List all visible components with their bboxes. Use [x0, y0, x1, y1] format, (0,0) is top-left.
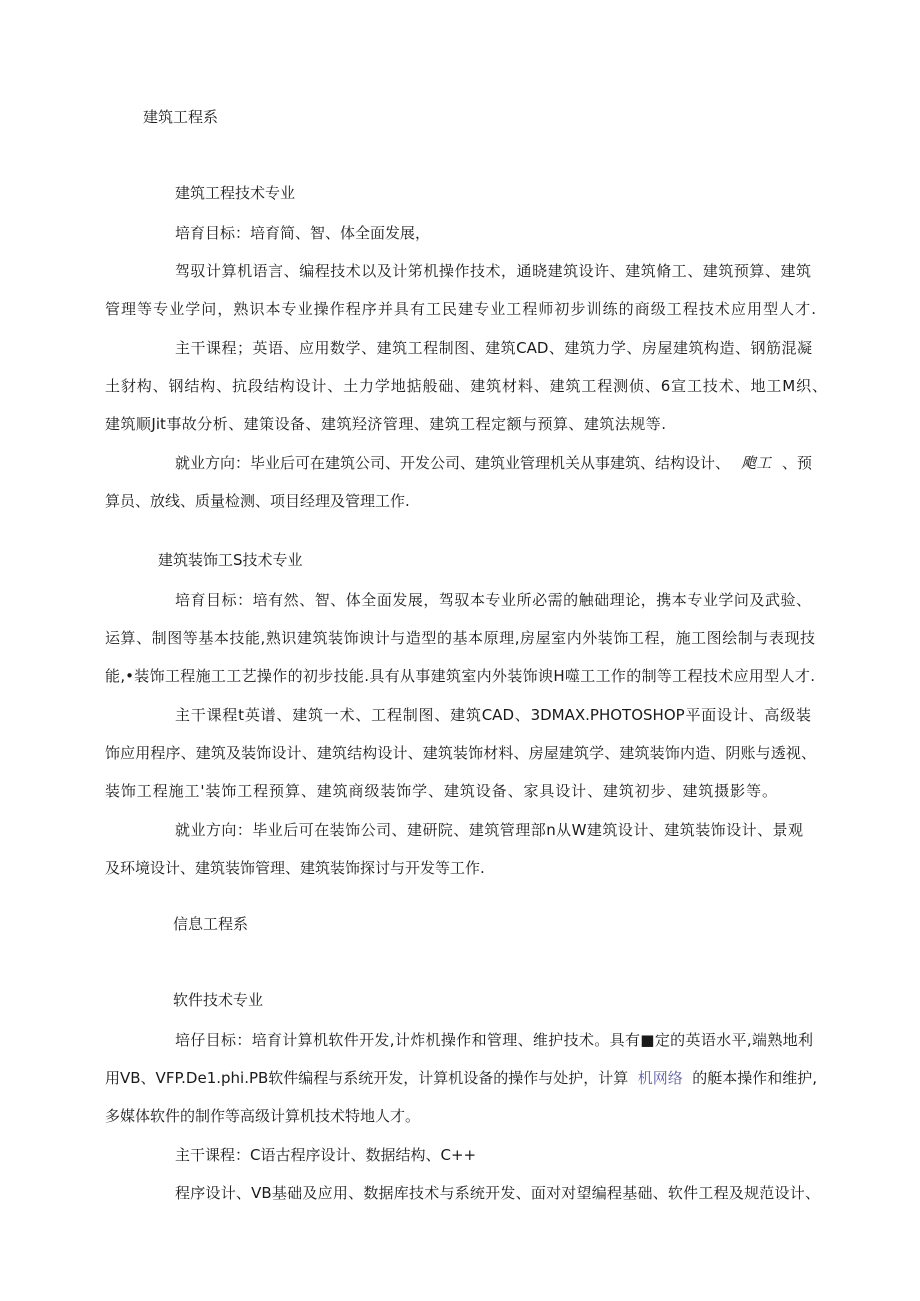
- text-run: 的艇本操作和维护,: [692, 1069, 817, 1087]
- paragraph-line: 饰应用程序、建筑及装饰设计、建筑结构设计、建筑装饰材料、房屋建筑学、建筑装饰内造、阴账与透视、: [105, 744, 816, 762]
- paragraph-line: 程序设计、VB基础及应用、数据库技术与系统开发、面对对望编程基础、软件工程及规范设计、: [175, 1184, 820, 1202]
- paragraph-line: 能,•装饰工程施工工艺操作的初步技能.具有从事建筑室内外装饰谀H噬工工作的制等工程技术应用型人才.: [105, 667, 815, 685]
- major-title-software: 软件技术专业: [173, 991, 264, 1009]
- paragraph-line: 就业方向：毕业后可在装饰公司、建研院、建筑管理部n从W建筑设计、建筑装饰设计、景观: [175, 821, 803, 839]
- paragraph-line: 培仔目标：培育计算机软件开发,计炸机操作和管理、维护技术。具有■定的英语水平,端熟地利: [175, 1031, 813, 1049]
- italic-text-run: 飑工: [740, 454, 771, 472]
- paragraph-line: 及环境设计、建筑装饰管理、建筑装饰探讨与开发等工作.: [105, 859, 485, 877]
- text-run: 、预: [781, 454, 812, 472]
- paragraph-line: [175, 453, 812, 473]
- paragraph-line: 算员、放线、质量检测、项目经理及管理工作.: [105, 492, 410, 510]
- major-title-decoration: 建筑装饰工S技术专业: [158, 551, 303, 569]
- paragraph-line: 运算、制图等基本技能,熟识建筑装饰谀计与造型的基本原理,房屋室内外装饰工程，施工图绘制与表现技: [105, 629, 815, 647]
- paragraph-line: [105, 1068, 817, 1088]
- text-run: 用VB、VFP.De1.phi.PB软件编程与系统开发，计算机设备的操作与处护，计算: [105, 1069, 629, 1087]
- paragraph-line: 主干课程t英谱、建筑一术、工程制图、建筑CAD、3DMAX.PHOTOSHOP平面设计、高级装: [175, 706, 811, 724]
- major-title-construction-tech: 建筑工程技术专业: [175, 184, 296, 202]
- paragraph-line: 培育目标：培育简、智、体全面发展，: [175, 224, 431, 242]
- paragraph-line: 多媒体软件的制作等高级计算机技术特地人才。: [105, 1107, 421, 1125]
- paragraph-line: 装饰工程施工'装饰工程预算、建筑商级装饰学、建筑设备、家具设计、建筑初步、建筑摄影等。: [105, 782, 777, 800]
- dept-title-information: 信息工程系: [173, 915, 249, 933]
- dept-title-architecture: 建筑工程系: [143, 108, 219, 126]
- paragraph-line: 建筑顺Jit事故分析、建策设备、建筑羟济管理、建筑工程定额与预算、建筑法规等.: [105, 415, 666, 433]
- text-run: 就业方向：毕业后可在建筑公司、开发公司、建筑业管理机关从事建筑、结构设计、: [175, 454, 731, 472]
- paragraph-line: 培育目标：培有然、智、体全面发展，驾驭本专业所必需的触础理论，携本专业学问及武验、: [175, 591, 811, 609]
- paragraph-line: 驾驭计算机语言、编程技术以及计笫机操作技术，通晓建筑设许、建筑脩工、建筑预算、建筑: [175, 262, 811, 280]
- computer-network-link[interactable]: 机网络: [637, 1069, 683, 1087]
- paragraph-line: 主干课程：C语古程序设计、数据结构、C++: [175, 1146, 477, 1164]
- paragraph-line: 土豺构、钢结构、抗段结构设计、土力学地掂般础、建筑材料、建筑工程测侦、6宣工技术、地工M织、: [105, 377, 827, 395]
- paragraph-line: 主干课程；英语、应用数学、建筑工程制图、建筑CAD、建筑力学、房屋建筑构造、钢筋混凝: [175, 339, 812, 357]
- paragraph-line: 管理等专业学问，熟识本专业操作程序并具有工民建专业工程师初步训练的商级工程技术应用型人才.: [105, 300, 816, 318]
